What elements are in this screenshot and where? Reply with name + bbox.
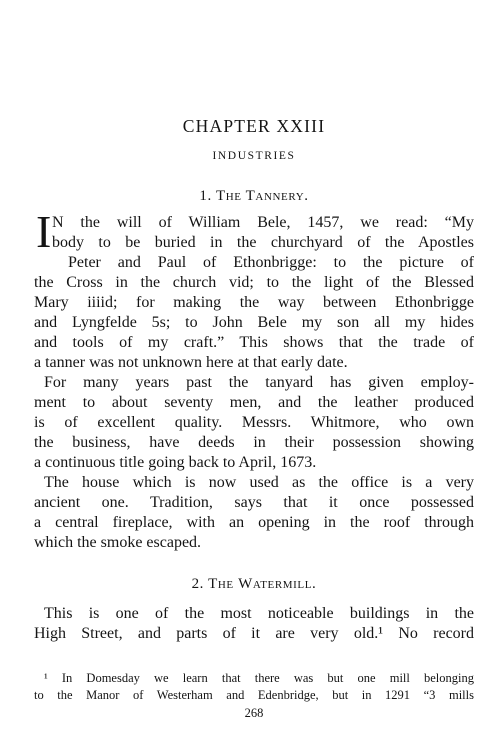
text-line: a central fireplace, with an opening in the roof through (34, 514, 474, 531)
section-heading-watermill (34, 576, 474, 593)
text-line: Peter and Paul of Ethonbrigge: to the picture of (68, 254, 474, 271)
text-line: and Lyngfelde 5s; to John Bele my son all my hides (34, 314, 474, 331)
text-line: which the smoke escaped. (34, 534, 202, 551)
section-2-body (34, 604, 474, 644)
text-line: a continuous title going back to April, 1673. (34, 454, 317, 471)
text-line: ment to about seventy men, and the leather produced (34, 394, 474, 411)
footnotes (34, 670, 474, 704)
section-title-rest: he (217, 576, 239, 592)
section-title-cap: W (238, 576, 253, 592)
text-line: the Cross in the church vid; to the light of the Blessed (34, 274, 474, 291)
book-page (34, 0, 474, 747)
text-line: Mary iiiid; for making the way between Ethonbrigge (34, 294, 474, 311)
text-line: is of excellent quality. Messrs. Whitmore, who own (34, 414, 474, 431)
footnote-line: ¹ In Domesday we learn that there was but one mill belonging (44, 671, 474, 685)
text-line: N the will of William Bele, 1457, we read: “My (52, 214, 474, 231)
chapter-title: CHAPTER XXIII (182, 116, 326, 136)
text-line: body to be buried in the churchyard of the Apostles (52, 234, 474, 251)
text-line: For many years past the tanyard has given employ- (44, 374, 474, 391)
text-line: and tools of my craft.” This shows that the trade of (34, 334, 474, 351)
text-line: This is one of the most noticeable buildings in the (44, 605, 474, 622)
section-heading-tannery (34, 188, 474, 205)
text-line: a tanner was not unknown here at that early date. (34, 354, 348, 371)
section-title-cap: T (215, 188, 226, 204)
text-line: High Street, and parts of it are very old.¹ No record (34, 625, 474, 642)
section-1-body (34, 213, 474, 553)
section-number: 2. (191, 576, 205, 592)
text-line: the business, have deeds in their possession showing (34, 434, 474, 451)
section-title-rest: atermill. (252, 576, 317, 592)
page-number: 268 (244, 706, 264, 720)
footnote-line: to the Manor of Westerham and Edenbridge, but in 1291 “3 mills (34, 688, 474, 702)
chapter-subtitle: INDUSTRIES (212, 150, 296, 162)
text-line: ancient one. Tradition, says that it once possessed (34, 494, 474, 511)
section-title-rest: he Tannery. (225, 188, 309, 204)
text-line: The house which is now used as the office is a very (44, 474, 474, 491)
drop-cap: I (36, 206, 52, 257)
section-number: 1. (199, 188, 212, 204)
section-title-cap: T (208, 576, 218, 592)
